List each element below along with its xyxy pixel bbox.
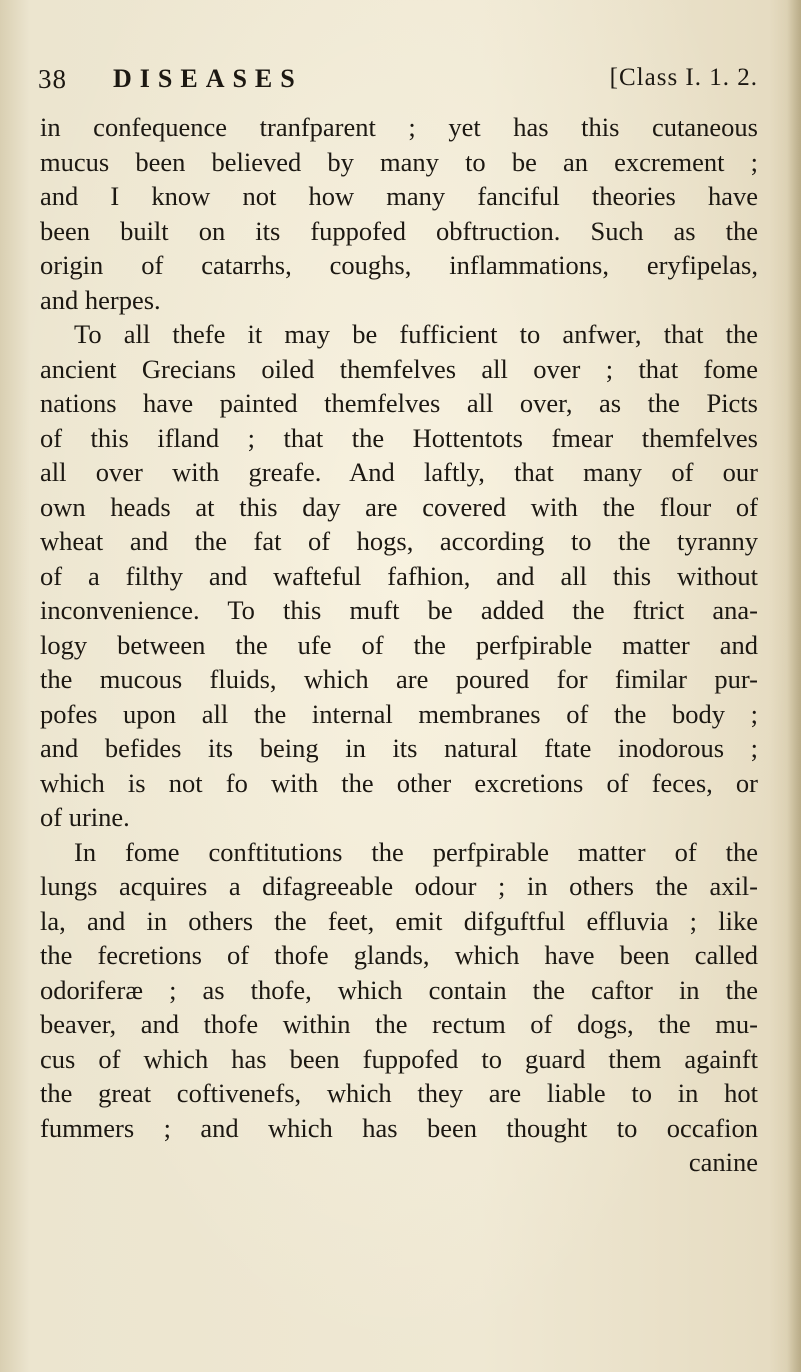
- text-line: of urine.: [40, 802, 130, 832]
- text-line: which is not fo with the other excretions of feces, or: [40, 767, 758, 798]
- text-line: been built on its fuppofed obftruction. Such as the: [40, 215, 758, 246]
- text-line: and I know not how many fanciful theories have: [40, 181, 758, 211]
- page-edge-shadow: [787, 0, 801, 1372]
- text-line: cus of which has been fuppofed to guard them againft: [40, 1043, 758, 1074]
- text-line: of a filthy and wafteful fafhion, and all this without: [40, 560, 758, 591]
- text-line: and herpes.: [40, 284, 161, 315]
- text-line: odoriferæ ; as thofe, which contain the caftor in the: [40, 974, 758, 1005]
- text-line: pofes upon all the internal membranes of the body ;: [40, 698, 758, 729]
- text-line: own heads at this day are covered with the flour of: [40, 491, 758, 522]
- text-line: wheat and the fat of hogs, according to the tyranny: [40, 526, 758, 556]
- text-line: and befides its being in its natural ftate inodorous ;: [40, 733, 758, 763]
- text-line: ancient Grecians oiled themfelves all over ; that fome: [40, 353, 758, 384]
- text-line: nations have painted themfelves all over, as the Picts: [40, 388, 758, 418]
- text-line: la, and in others the feet, emit difguftful effluvia ; like: [40, 905, 758, 936]
- text-line: To all thefe it may be fufficient to anfwer, that the: [74, 319, 758, 349]
- body-text: [40, 110, 758, 1180]
- text-line: inconvenience. To this muft be added the ftrict ana-: [40, 595, 758, 625]
- page-number: 38: [38, 64, 67, 94]
- text-line: fummers ; and which has been thought to occafion: [40, 1112, 758, 1143]
- text-line: beaver, and thofe within the rectum of dogs, the mu-: [40, 1009, 758, 1039]
- text-line: mucus been believed by many to be an excrement ;: [40, 146, 758, 177]
- text-line: in confequence tranfparent ; yet has this cutaneous: [40, 112, 758, 142]
- text-line: logy between the ufe of the perfpirable matter and: [40, 629, 758, 660]
- page-header: [38, 64, 758, 104]
- text-line: of this ifland ; that the Hottentots fmear themfelves: [40, 422, 758, 453]
- class-reference: [Class I. 1. 2.: [609, 64, 758, 91]
- catchword: canine: [688, 1147, 758, 1177]
- text-line: the fecretions of thofe glands, which have been called: [40, 940, 758, 970]
- text-line: the mucous fluids, which are poured for fimilar pur-: [40, 664, 758, 694]
- running-title: DISEASES: [113, 64, 303, 93]
- text-line: lungs acquires a difagreeable odour ; in others the axil-: [40, 871, 758, 901]
- text-line: the great coftivenefs, which they are liable to in hot: [40, 1078, 758, 1108]
- text-line: In fome conftitutions the perfpirable matter of the: [74, 836, 758, 867]
- text-line: all over with greafe. And laftly, that many of our: [40, 457, 758, 487]
- text-line: origin of catarrhs, coughs, inflammations, eryfipelas,: [40, 250, 758, 280]
